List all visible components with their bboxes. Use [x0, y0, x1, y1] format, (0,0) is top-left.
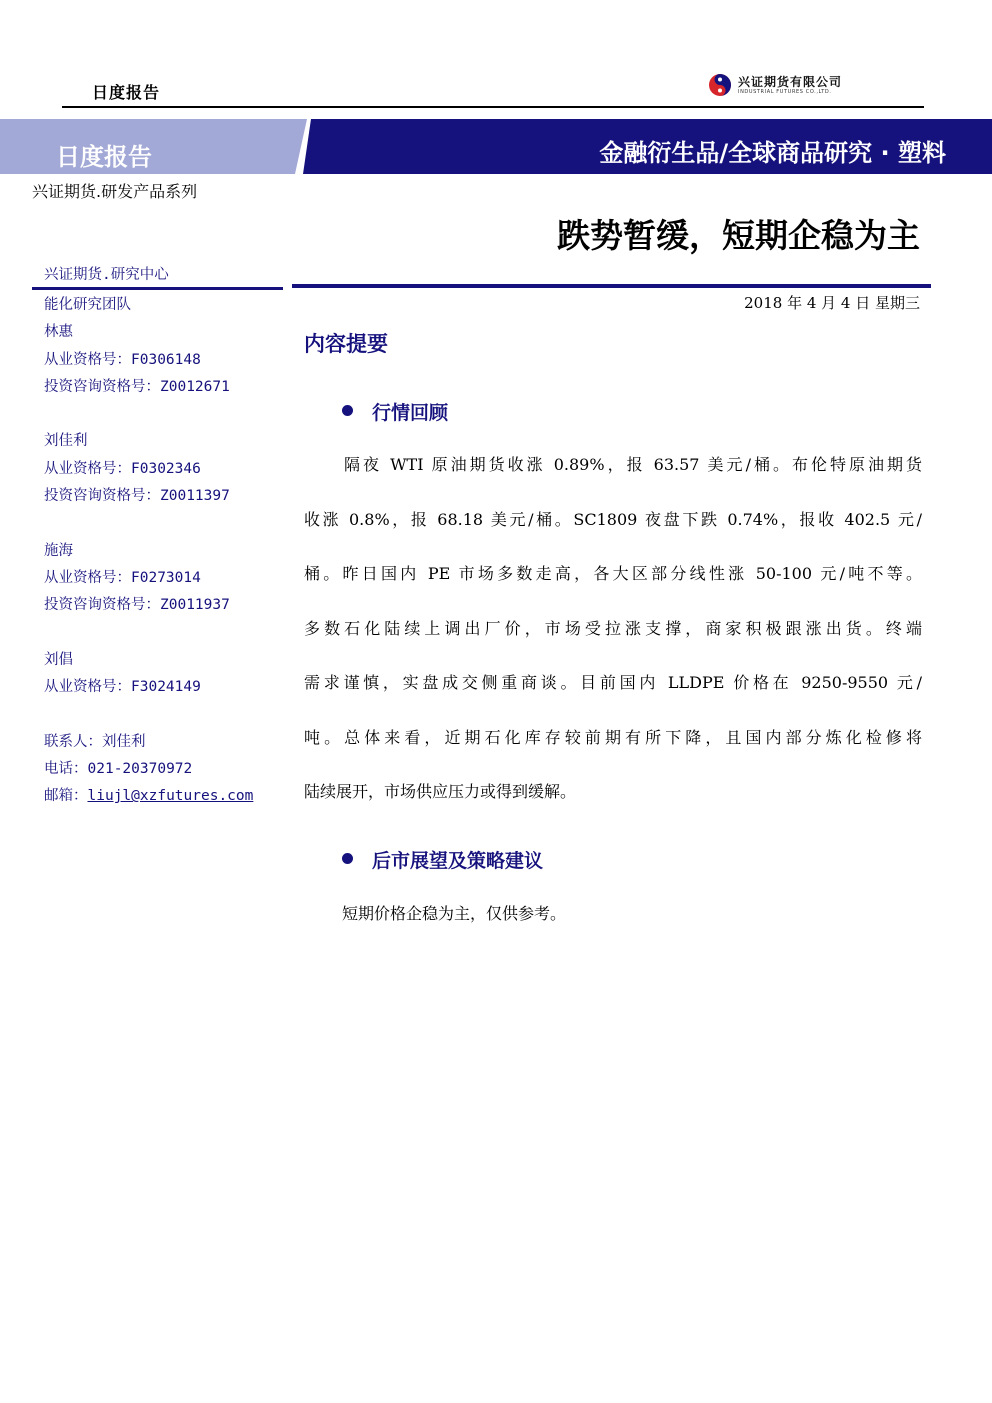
contact-email-label: 邮箱： [44, 788, 88, 805]
paragraph-line: 吨。总体来看，近期石化库存较前期有所下降，且国内部分炼化检修将 [304, 727, 922, 747]
analyst-name: 林惠 [44, 324, 73, 341]
company-name-cn: 兴证期货有限公司 [738, 74, 843, 89]
report-type-label: 日度报告 [92, 83, 161, 102]
market-review-title: 行情回顾 [372, 402, 449, 424]
analyst-license: 从业资格号：F0273014 [44, 569, 201, 586]
company-logo-icon [708, 73, 732, 97]
paragraph-line: 桶。昨日国内 PE 市场多数走高，各大区部分线性涨 50-100 元/吨不等。 [304, 564, 922, 583]
analyst-advisory-license: 投资咨询资格号：Z0011937 [44, 597, 230, 614]
report-date: 2018 年 4 月 4 日 星期三 [744, 294, 920, 312]
bullet-icon [342, 405, 353, 416]
header-divider [62, 106, 924, 108]
market-review-paragraph [304, 438, 922, 820]
banner-right-edge [303, 119, 311, 174]
contact-email-link[interactable]: liujl@xzfutures.com [87, 788, 254, 805]
summary-section-title: 内容提要 [304, 332, 388, 356]
paragraph-line: 陆续展开，市场供应压力或得到缓解。 [304, 782, 577, 801]
company-name-en: INDUSTRIAL FUTURES CO.,LTD. [738, 88, 832, 95]
contact-email-row [44, 783, 284, 810]
analyst-advisory-license: 投资咨询资格号：Z0011397 [44, 488, 230, 505]
analyst-license: 从业资格号：F0302346 [44, 460, 201, 477]
bullet-icon [342, 853, 353, 864]
contact-person: 联系人：刘佳利 [44, 733, 146, 750]
banner-category: 金融衍生品/全球商品研究 · 塑料 [599, 139, 946, 167]
paragraph-line: 隔夜 WTI 原油期货收涨 0.89%，报 63.57 美元/桶。布伦特原油期货 [344, 455, 922, 474]
research-center: 兴证期货.研究中心 [44, 267, 169, 283]
analyst-license: 从业资格号：F0306148 [44, 351, 201, 368]
outlook-text: 短期价格企稳为主，仅供参考。 [342, 904, 567, 923]
paragraph-line: 需求谨慎，实盘成交侧重商谈。目前国内 LLDPE 价格在 9250-9550 元/ [304, 673, 922, 692]
analyst-name: 施海 [44, 542, 73, 559]
product-series: 兴证期货.研发产品系列 [32, 182, 198, 201]
outlook-title: 后市展望及策略建议 [372, 850, 544, 872]
main-divider [292, 284, 931, 288]
research-team: 能化研究团队 [44, 297, 131, 313]
analyst-license: 从业资格号：F3024149 [44, 679, 201, 696]
banner-report-type: 日度报告 [56, 143, 152, 171]
contact-phone: 电话：021-20370972 [44, 761, 193, 778]
analyst-name: 刘倡 [44, 651, 73, 668]
analyst-name: 刘佳利 [44, 433, 88, 450]
analyst-sidebar [44, 292, 284, 811]
report-headline: 跌势暂缓，短期企稳为主 [557, 216, 920, 255]
paragraph-line: 多数石化陆续上调出厂价，市场受拉涨支撑，商家积极跟涨出货。终端 [304, 618, 922, 638]
company-logo [708, 73, 842, 97]
analyst-advisory-license: 投资咨询资格号：Z0012671 [44, 378, 230, 395]
paragraph-line: 收涨 0.8%，报 68.18 美元/桶。SC1809 夜盘下跌 0.74%，报收 402.5 元/ [304, 509, 922, 529]
sidebar-divider [32, 287, 283, 290]
